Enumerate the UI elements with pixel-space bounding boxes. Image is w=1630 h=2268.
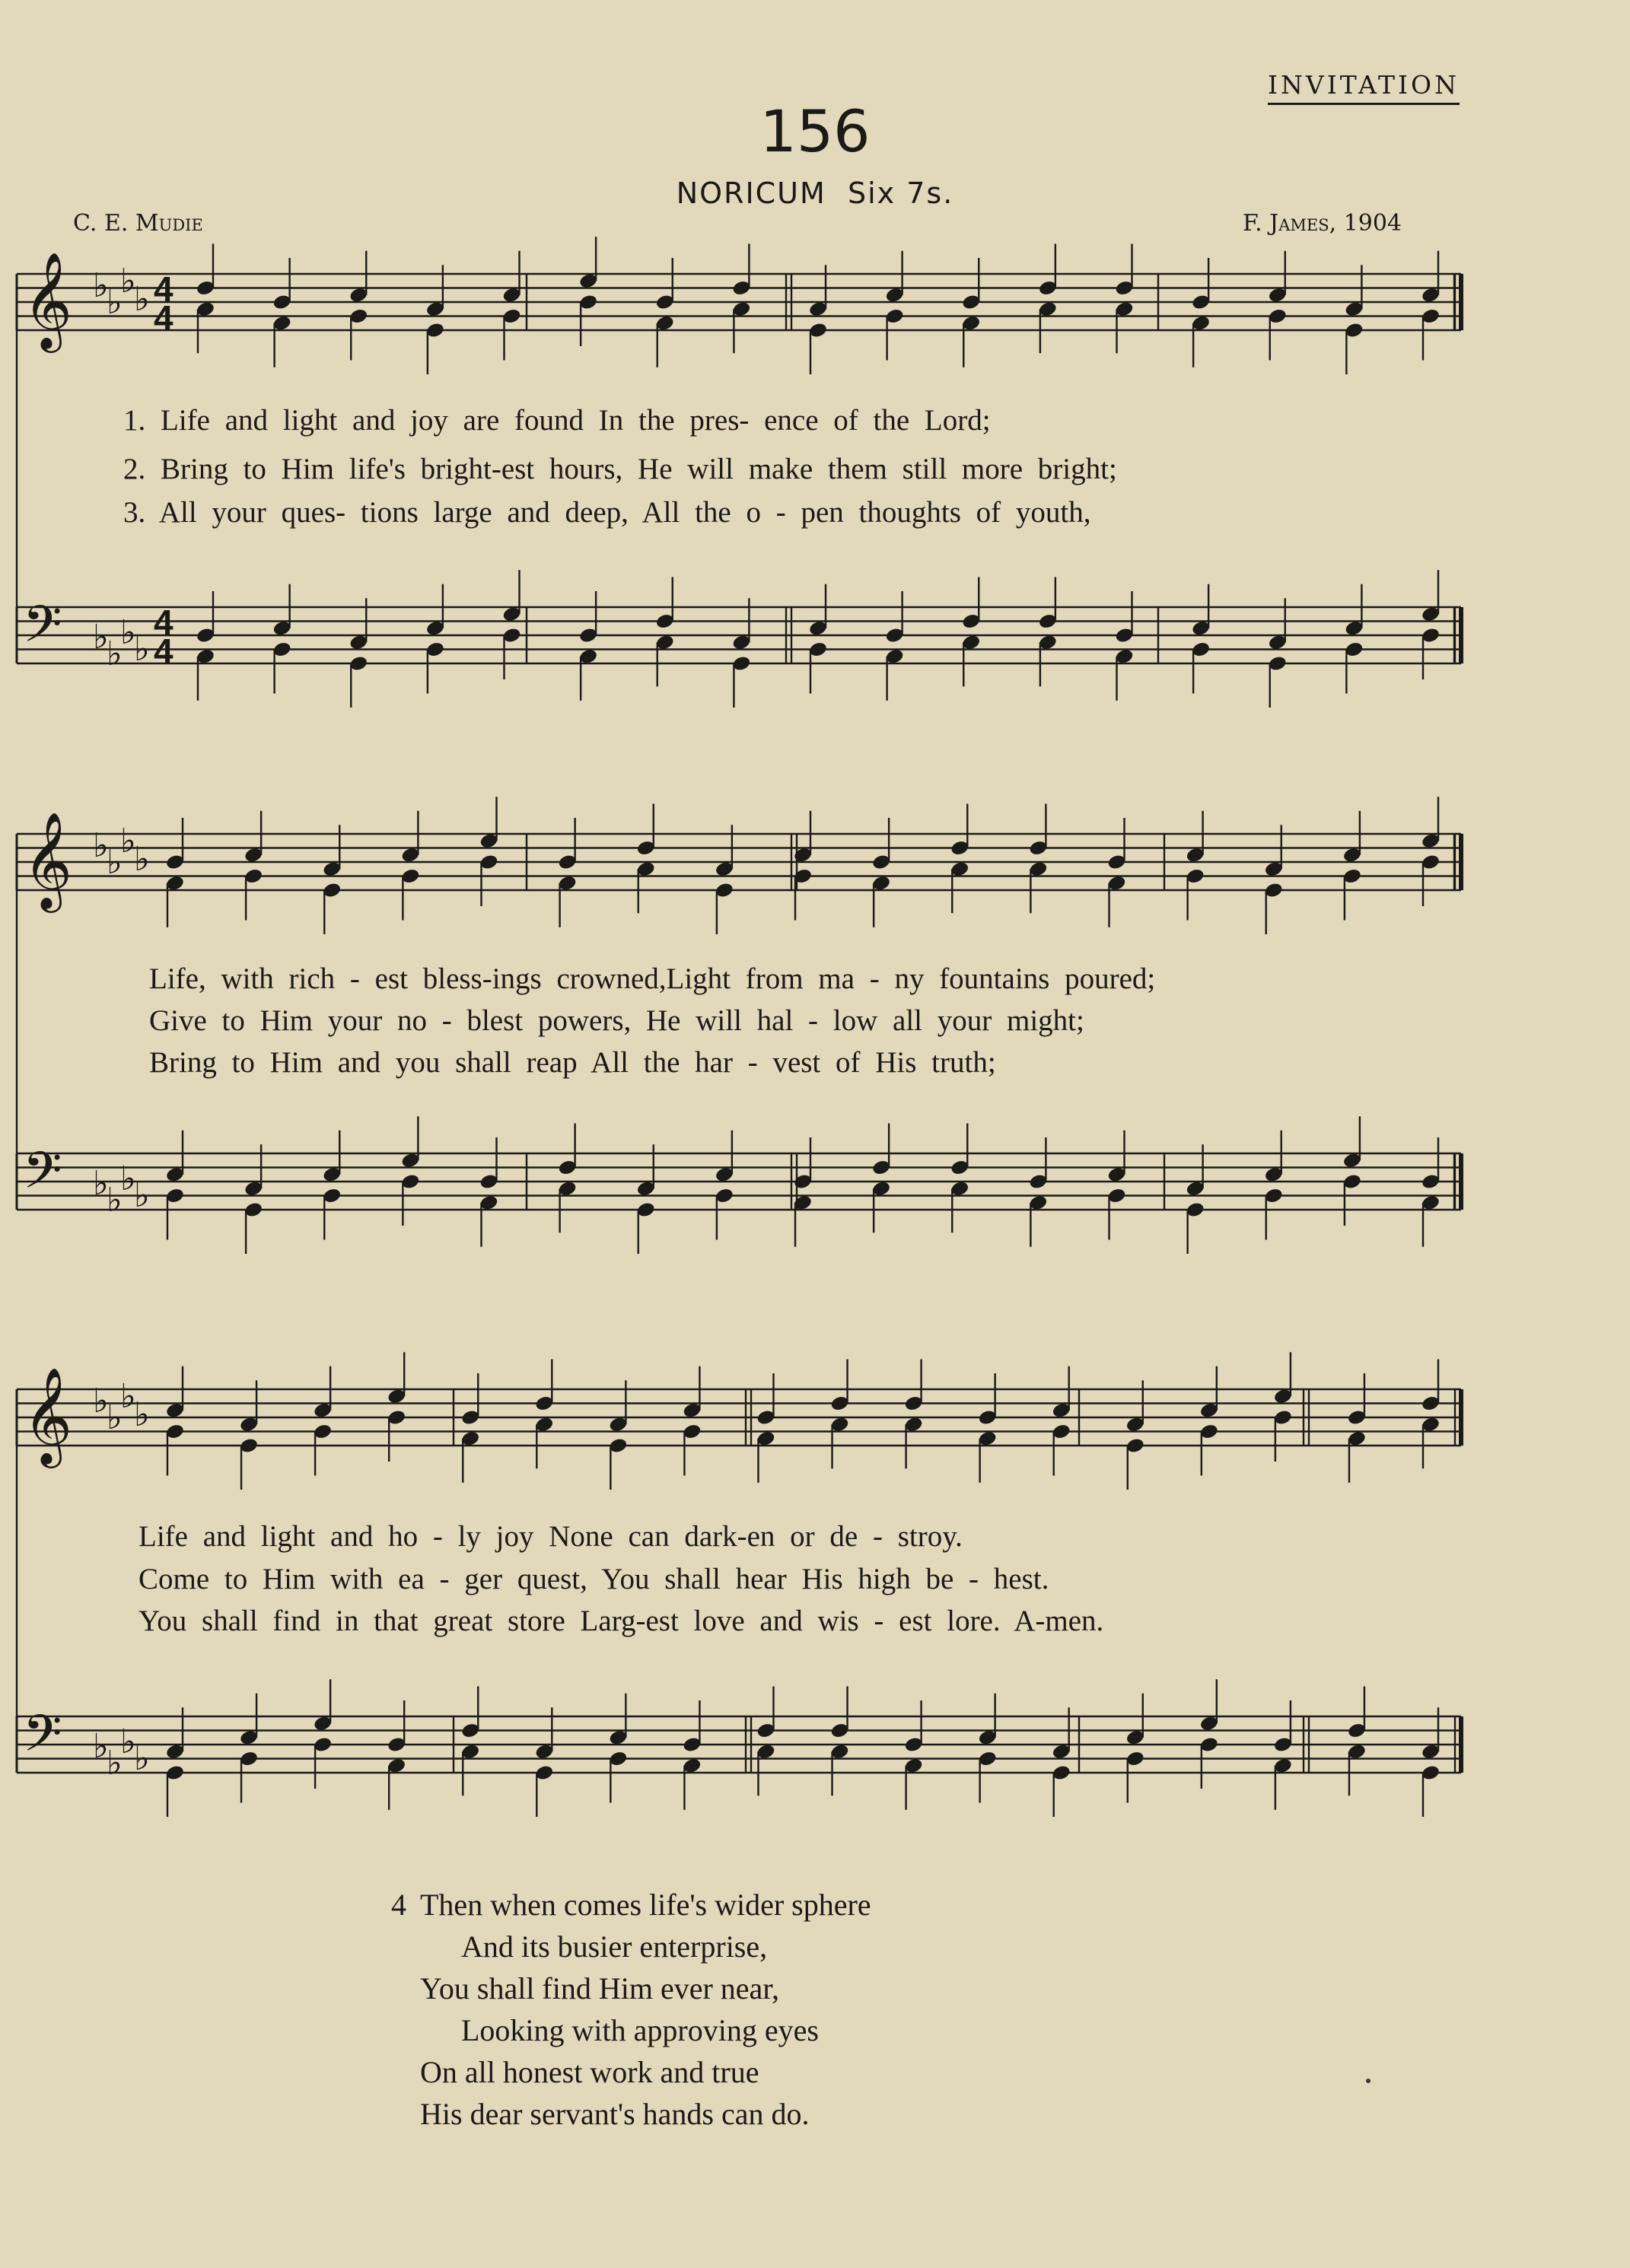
flat-sign-icon: ♭: [107, 1744, 123, 1783]
lyric-line-verse-3: Bring to Him and you shall reap All the har - vest of His truth;: [149, 1046, 996, 1079]
flat-sign-icon: ♭: [93, 266, 109, 305]
verse-4: [391, 1884, 871, 2135]
lyric-line-verse-2: 2. Bring to Him life's bright-est hours, He will make them still more bright;: [123, 453, 1117, 485]
flat-sign-icon: ♭: [120, 1159, 136, 1198]
verse-line: And its busier enterprise,: [461, 1929, 768, 1964]
verse-line: His dear servant's hands can do.: [420, 2097, 810, 2131]
flat-sign-icon: ♭: [93, 1382, 109, 1420]
verse-line: Then when comes life's wider sphere: [420, 1888, 871, 1922]
lyric-line-verse-1: 1. Life and light and joy are found In the pres- ence of the Lord;: [123, 404, 991, 437]
flat-sign-icon: ♭: [134, 280, 150, 319]
flat-sign-icon: ♭: [93, 1727, 109, 1766]
author-credit: C. E. Mudie: [73, 210, 203, 237]
verse-line: You shall find Him ever near,: [420, 1971, 780, 2006]
composer-credit: F. James, 1904: [1242, 210, 1402, 237]
treble-clef-icon: 𝄞: [23, 811, 73, 908]
lyric-line-verse-2: Come to Him with ea - ger quest, You shall hear His high be - hest.: [138, 1563, 1049, 1595]
flat-sign-icon: ♭: [134, 1176, 150, 1215]
lyric-line-verse-2: Give to Him your no - blest powers, He will hal - low all your might;: [149, 1004, 1084, 1037]
lyric-line-verse-1: Life, with rich - est bless-ings crowned,Light from ma - ny fountains poured;: [149, 962, 1156, 995]
flat-sign-icon: ♭: [134, 1739, 150, 1778]
hymn-number: 156: [759, 97, 871, 165]
flat-sign-icon: ♭: [107, 1398, 123, 1437]
lyric-line-verse-3: You shall find in that great store Larg-est love and wis - est lore. A-men.: [138, 1605, 1104, 1637]
flat-sign-icon: ♭: [93, 1164, 109, 1203]
bass-clef-icon: 𝄢: [23, 1704, 62, 1775]
bass-clef-icon: 𝄢: [23, 595, 62, 666]
page-speck: [1366, 2079, 1371, 2083]
treble-clef-icon: 𝄞: [23, 1366, 73, 1464]
flat-sign-icon: ♭: [107, 1181, 123, 1220]
bass-clef-icon: 𝄢: [23, 1141, 62, 1212]
flat-sign-icon: ♭: [120, 1722, 136, 1761]
flat-sign-icon: ♭: [107, 635, 123, 673]
flat-sign-icon: ♭: [120, 613, 136, 652]
tune-name: NORICUM: [676, 177, 826, 210]
verse-line: On all honest work and true: [420, 2055, 759, 2089]
time-signature-top: 4: [154, 269, 174, 309]
flat-sign-icon: ♭: [120, 1377, 136, 1416]
time-signature-bottom: 4: [154, 631, 174, 671]
treble-clef-icon: 𝄞: [23, 251, 73, 348]
verse-number: 4: [391, 1888, 406, 1922]
lyric-line-verse-1: Life and light and ho - ly joy None can dark-en or de - stroy.: [138, 1520, 963, 1553]
section-label: INVITATION: [1268, 70, 1460, 105]
verse-line: Looking with approving eyes: [461, 2013, 819, 2047]
time-signature-top: 4: [154, 603, 174, 642]
lyric-line-verse-3: 3. All your ques- tions large and deep, All the o - pen thoughts of youth,: [123, 496, 1091, 529]
flat-sign-icon: ♭: [120, 262, 136, 301]
flat-sign-icon: ♭: [134, 630, 150, 669]
flat-sign-icon: ♭: [93, 618, 109, 657]
flat-sign-icon: ♭: [107, 283, 123, 322]
flat-sign-icon: ♭: [134, 840, 150, 879]
flat-sign-icon: ♭: [93, 826, 109, 865]
flat-sign-icon: ♭: [120, 822, 136, 860]
meter: Six 7s.: [847, 177, 954, 210]
time-signature-bottom: 4: [154, 298, 174, 338]
flat-sign-icon: ♭: [107, 843, 123, 882]
flat-sign-icon: ♭: [134, 1395, 150, 1434]
